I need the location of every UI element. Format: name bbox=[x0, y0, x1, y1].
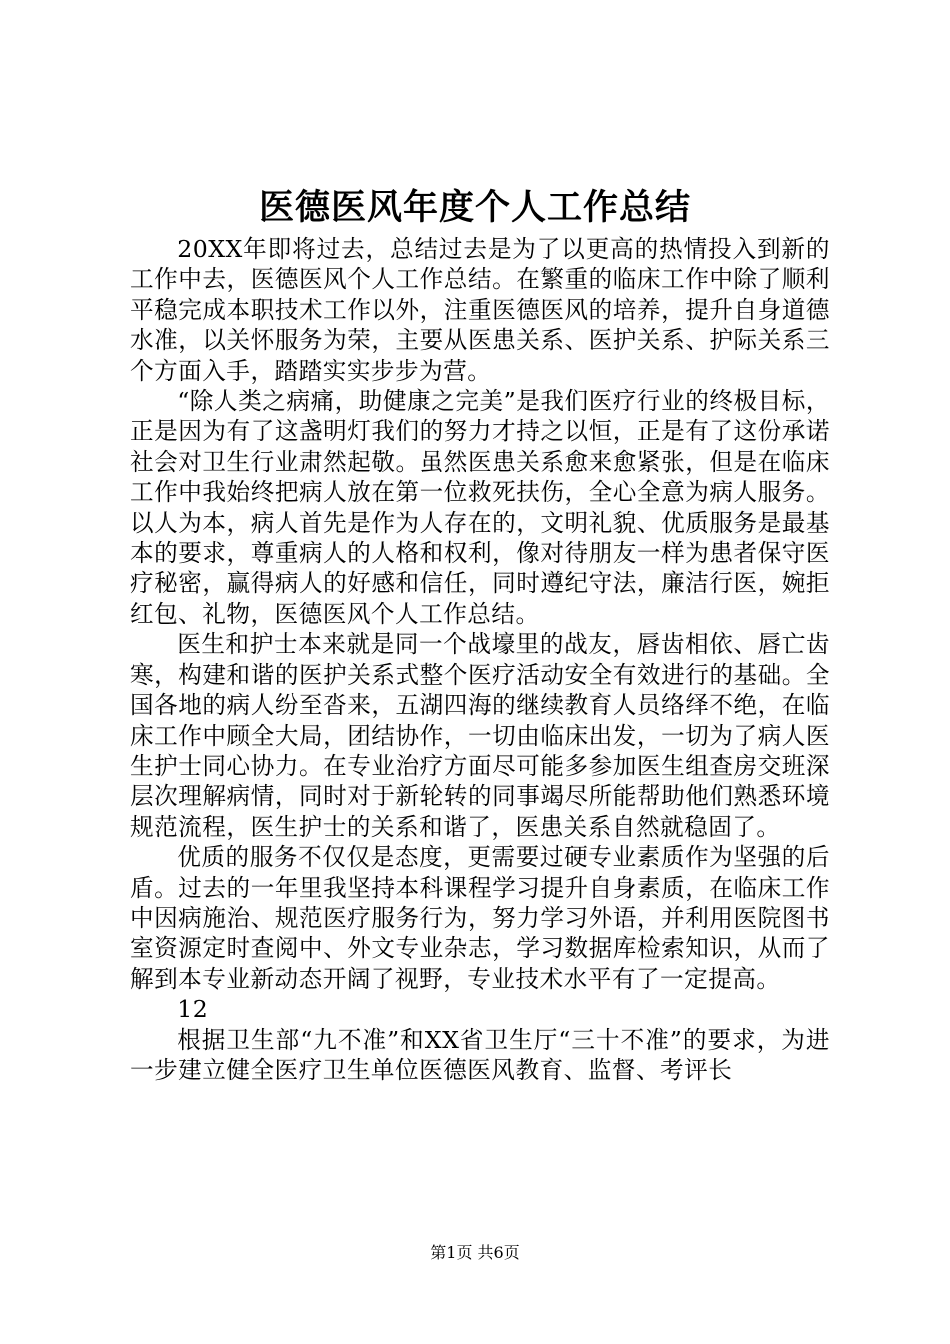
paragraph-regulations: 根据卫生部“九不准”和XX省卫生厅“三十不准”的要求，为进一步建立健全医疗卫生单位医德医风教育、监督、考评长 bbox=[130, 1025, 830, 1084]
paragraph-professional-quality: 优质的服务不仅仅是态度，更需要过硬专业素质作为坚强的后盾。过去的一年里我坚持本科课程学习提升自身素质，在临床工作中因病施治、规范医疗服务行为，努力学习外语，并利用医院图书室资源定时查阅中、外文专业杂志，学习数据库检索知识，从而了解到本专业新动态开阔了视野，专业技术水平有了一定提高。 bbox=[130, 843, 830, 993]
document-title: 医德医风年度个人工作总结 bbox=[258, 187, 691, 228]
page-footer: 第1页 共6页 bbox=[430, 1243, 520, 1262]
paragraph-doctor-nurse-relations: 医生和护士本来就是同一个战壕里的战友，唇齿相依、唇亡齿寒，构建和谐的医护关系式整个医疗活动安全有效进行的基础。全国各地的病人纷至沓来，五湖四海的继续教育人员络绎不绝，在临床工作中顾全大局，团结协作，一切由临床出发，一切为了病人医生护士同心协力。在专业治疗方面尽可能多参加医生组查房交班深层次理解病情，同时对于新轮转的同事竭尽所能帮助他们熟悉环境规范流程，医生护士的关系和谐了，医患关系自然就稳固了。 bbox=[130, 630, 830, 841]
paragraph-intro: 20XX年即将过去，总结过去是为了以更高的热情投入到新的工作中去，医德医风个人工作总结。在繁重的临床工作中除了顺利平稳完成本职技术工作以外，注重医德医风的培养，提升自身道德水准，以关怀服务为荣，主要从医患关系、医护关系、护际关系三个方面入手，踏踏实实步步为营。 bbox=[130, 235, 830, 385]
paragraph-patient-relations: “除人类之病痛，助健康之完美”是我们医疗行业的终极目标，正是因为有了这盏明灯我们的努力才持之以恒，正是有了这份承诺社会对卫生行业肃然起敬。虽然医患关系愈来愈紧张，但是在临床工作中我始终把病人放在第一位救死扶伤，全心全意为病人服务。以人为本，病人首先是作为人存在的，文明礼貌、优质服务是最基本的要求，尊重病人的人格和权利，像对待朋友一样为患者保守医疗秘密，赢得病人的好感和信任，同时遵纪守法，廉洁行医，婉拒红包、礼物，医德医风个人工作总结。 bbox=[130, 387, 830, 628]
paragraph-number: 12 bbox=[177, 995, 209, 1024]
document-body bbox=[130, 234, 830, 1085]
